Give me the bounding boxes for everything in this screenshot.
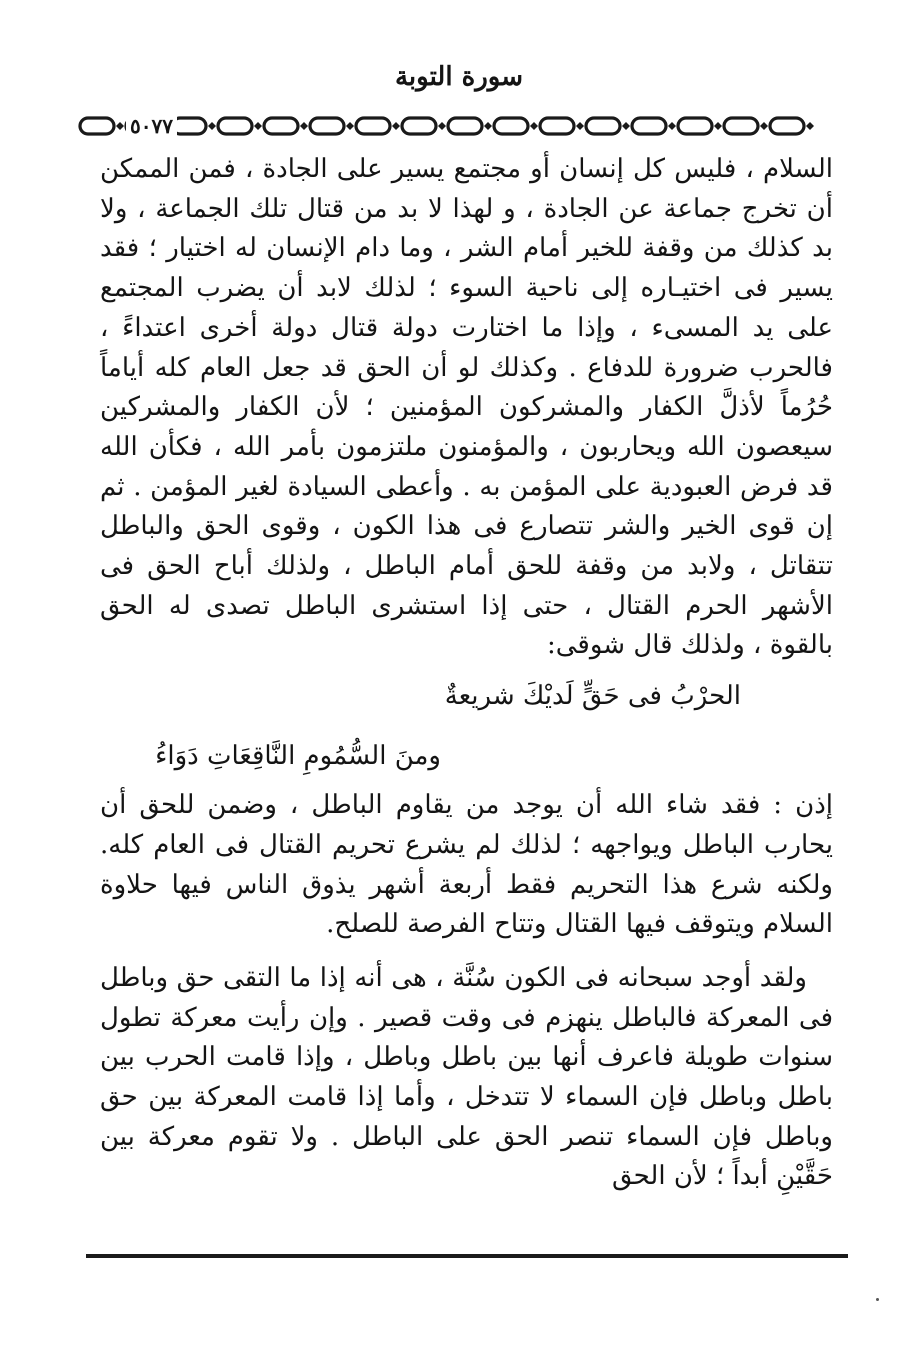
ornament-diamond	[116, 122, 124, 130]
ornament-oval	[632, 118, 666, 134]
ornament-oval	[218, 118, 252, 134]
page-speck	[876, 1298, 879, 1301]
ornament-diamond	[530, 122, 538, 130]
ornament-diamond	[760, 122, 768, 130]
ornament-diamond	[576, 122, 584, 130]
ornament-oval	[586, 118, 620, 134]
paragraph: ولقد أوجد سبحانه فى الكون سُنَّة ، هى أنه إذا ما التقى حق وباطل فى المعركة فالباطل ينهزم فى وقت قصير . وإن رأيت معركة تطول سنوات طويلة فاعرف أنها بين باطل وباطل ، وإذا قامت الحرب بين باطل وباطل فإن السماء لا تتدخل ، وأما إذا قامت المعركة بين حق وباطل فإن السماء تنصر الحق على الباطل . ولا تقوم معركة بين حَقَّيْنِ أبداً ؛ لأن الحق	[100, 962, 833, 1192]
ornament-oval	[310, 118, 344, 134]
ornament-diamond	[208, 122, 216, 130]
poem-verse-line: الحرْبُ فى حَقٍّ لَديْكَ شريعةٌ	[444, 681, 741, 712]
main-text	[100, 150, 833, 1197]
ornament-diamond	[806, 122, 814, 130]
ornament-oval	[172, 118, 206, 134]
ornament-diamond	[438, 122, 446, 130]
poem-verse-line: ومنَ السُّمُومِ النَّاقِعَاتِ دَوَاءُ	[155, 741, 441, 772]
footer-rule	[86, 1254, 848, 1258]
ornament-diamond	[622, 122, 630, 130]
ornament-oval	[770, 118, 804, 134]
ornament-diamond	[484, 122, 492, 130]
ornament-oval	[80, 118, 114, 134]
ornament-oval	[402, 118, 436, 134]
ornament-diamond	[346, 122, 354, 130]
ornament-diamond	[714, 122, 722, 130]
ornament-oval	[494, 118, 528, 134]
ornament-oval	[724, 118, 758, 134]
page-number: ٥٠٧٧	[126, 114, 177, 138]
ornament-oval	[356, 118, 390, 134]
ornament-oval	[448, 118, 482, 134]
ornament-oval	[678, 118, 712, 134]
paragraph: السلام ، فليس كل إنسان أو مجتمع يسير على الجادة ، فمن الممكن أن تخرج جماعة عن الجادة ، و لهذا لا بد من قتال تلك الجماعة ، ولا بد كذلك من وقفة للخير أمام الشر ، وما دام الإنسان له اختيار ؛ فقد يسير فى اختيـاره إلى ناحية السوء ؛ لذلك لابد أن يضرب المجتمع على يد المسىء ، وإذا ما اختارت دولة قتال دولة أخرى اعتداءً ، فالحرب ضرورة للدفاع . وكذلك لو أن الحق قد جعل العام كله أياماً حُرُماً لأذلَّ الكفار والمشركون المؤمنين ؛ لأن الكفار والمشركين سيعصون الله ويحاربون ، والمؤمنون ملتزمون بأمر الله ، فكأن الله قد فرض العبودية على المؤمن به . وأعطى السيادة لغير المؤمن . ثم إن قوى الخير والشر تتصارع فى هذا الكون ، وقوى الحق والباطل تتقاتل ، ولابد من وقفة للحق أمام الباطل ، ولذلك أباح الحق فى الأشهر الحرم القتال ، حتى إذا استشرى الباطل تصدى له الحق بالقوة ، ولذلك قال شوقى:	[100, 154, 833, 661]
ornament-diamond	[254, 122, 262, 130]
ornament-diamond	[300, 122, 308, 130]
paragraph: إذن : فقد شاء الله أن يوجد من يقاوم الباطل ، وضمن للحق أن يحارب الباطل ويواجهه ؛ لذلك لم يشرع تحريم القتال فى العام كله. ولكنه شرع هذا التحريم فقط أربعة أشهر يذوق الناس فيها حلاوة السلام ويتوقف فيها القتال وتتاح الفرصة للصلح.	[100, 790, 833, 940]
ornament-oval	[264, 118, 298, 134]
header-ornament-border	[76, 112, 844, 140]
ornament-diamond	[392, 122, 400, 130]
ornament-diamond	[668, 122, 676, 130]
surah-title: سورة التوبة	[394, 62, 524, 92]
ornament-oval	[540, 118, 574, 134]
